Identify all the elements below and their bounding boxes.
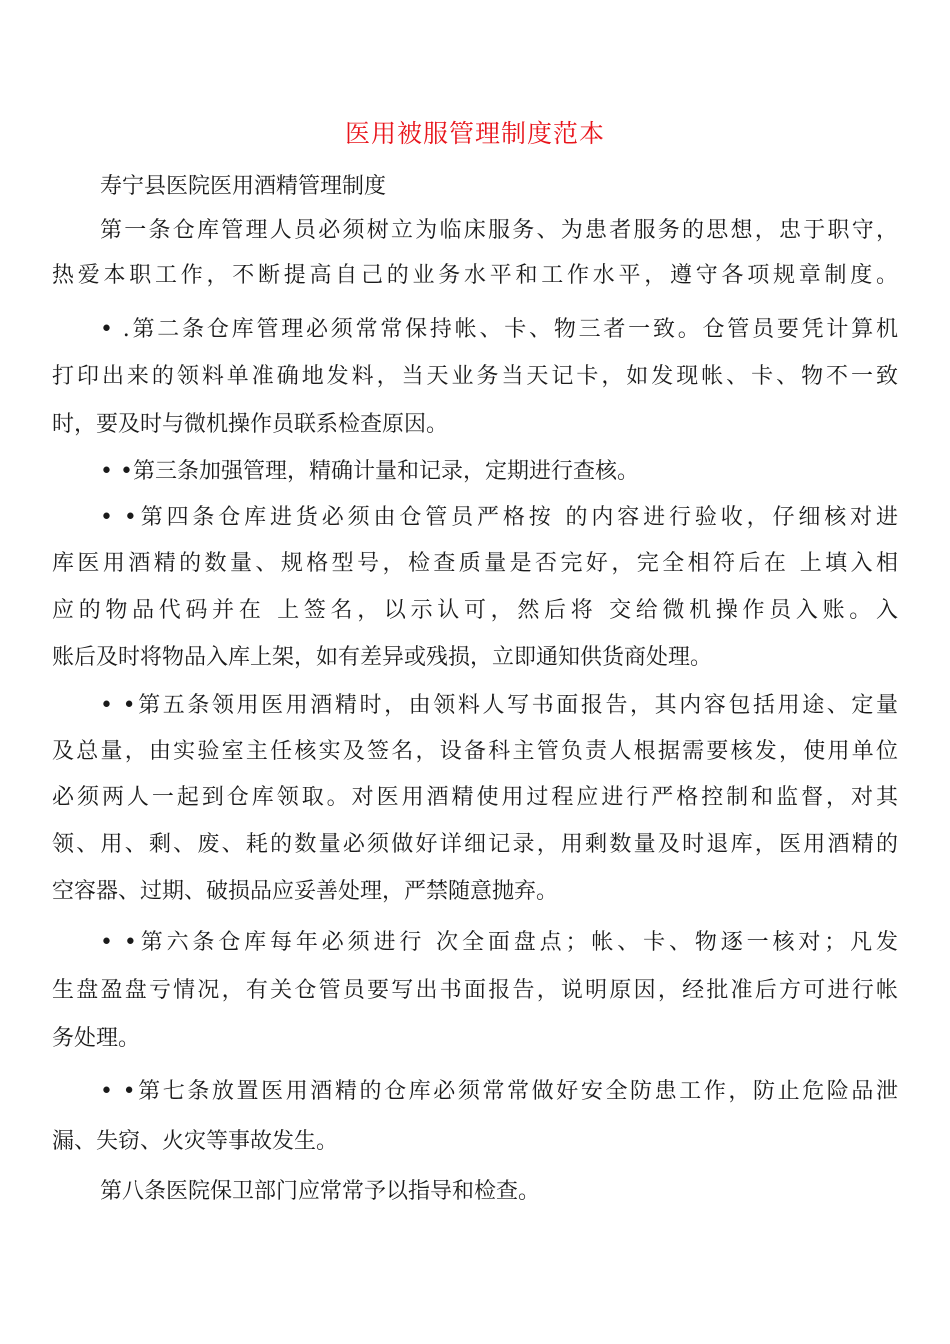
paragraph-line: • •第五条领用医用酒精时，由领料人写书面报告，其内容包括用途、定量	[100, 693, 898, 718]
paragraph-line: 账后及时将物品入库上架，如有差异或残损，立即通知供货商处理。	[52, 645, 713, 670]
paragraph-line: 空容器、过期、破损品应妥善处理，严禁随意抛弃。	[52, 879, 559, 904]
paragraph-line: • .第二条仓库管理必须常常保持帐、卡、物三者一致。仓管员要凭计算机	[100, 317, 898, 342]
paragraph-line: 应的物品代码并在 上签名，以示认可，然后将 交给微机操作员入账。入	[52, 598, 898, 623]
paragraph-line: 库医用酒精的数量、规格型号，检查质量是否完好，完全相符后在 上填入相	[52, 551, 898, 576]
paragraph-line: 漏、失窃、火灾等事故发生。	[52, 1129, 339, 1154]
paragraph-line: 打印出来的领料单准确地发料，当天业务当天记卡，如发现帐、卡、物不一致	[52, 364, 898, 389]
paragraph-line: 生盘盈盘亏情况，有关仓管员要写出书面报告，说明原因，经批准后方可进行帐	[52, 978, 898, 1003]
document-subtitle: 寿宁县医院医用酒精管理制度	[100, 174, 387, 199]
paragraph-line: 热爱本职工作，不断提高自己的业务水平和工作水平，遵守各项规章制度。	[52, 263, 898, 288]
paragraph-line: • •第六条仓库每年必须进行 次全面盘点；帐、卡、物逐一核对；凡发	[100, 930, 898, 955]
paragraph-line: • •第四条仓库进货必须由仓管员严格按 的内容进行验收，仔细核对进	[100, 505, 898, 530]
paragraph-line: • •第三条加强管理，精确计量和记录，定期进行查核。	[100, 459, 639, 484]
document-title: 医用被服管理制度范本	[344, 119, 605, 148]
paragraph-line: • •第七条放置医用酒精的仓库必须常常做好安全防患工作，防止危险品泄	[100, 1079, 898, 1104]
paragraph-line: 务处理。	[52, 1026, 141, 1051]
paragraph-line: 必须两人一起到仓库领取。对医用酒精使用过程应进行严格控制和监督，对其	[52, 785, 898, 810]
paragraph-line: 领、用、剩、废、耗的数量必须做好详细记录，用剩数量及时退库，医用酒精的	[52, 832, 898, 857]
paragraph-line: 及总量，由实验室主任核实及签名，设备科主管负责人根据需要核发，使用单位	[52, 739, 898, 764]
paragraph-line: 第八条医院保卫部门应常常予以指导和检查。	[100, 1179, 541, 1204]
paragraph-line: 时，要及时与微机操作员联系检查原因。	[52, 412, 449, 437]
paragraph-line: 第一条仓库管理人员必须树立为临床服务、为患者服务的思想，忠于职守，	[100, 218, 898, 243]
